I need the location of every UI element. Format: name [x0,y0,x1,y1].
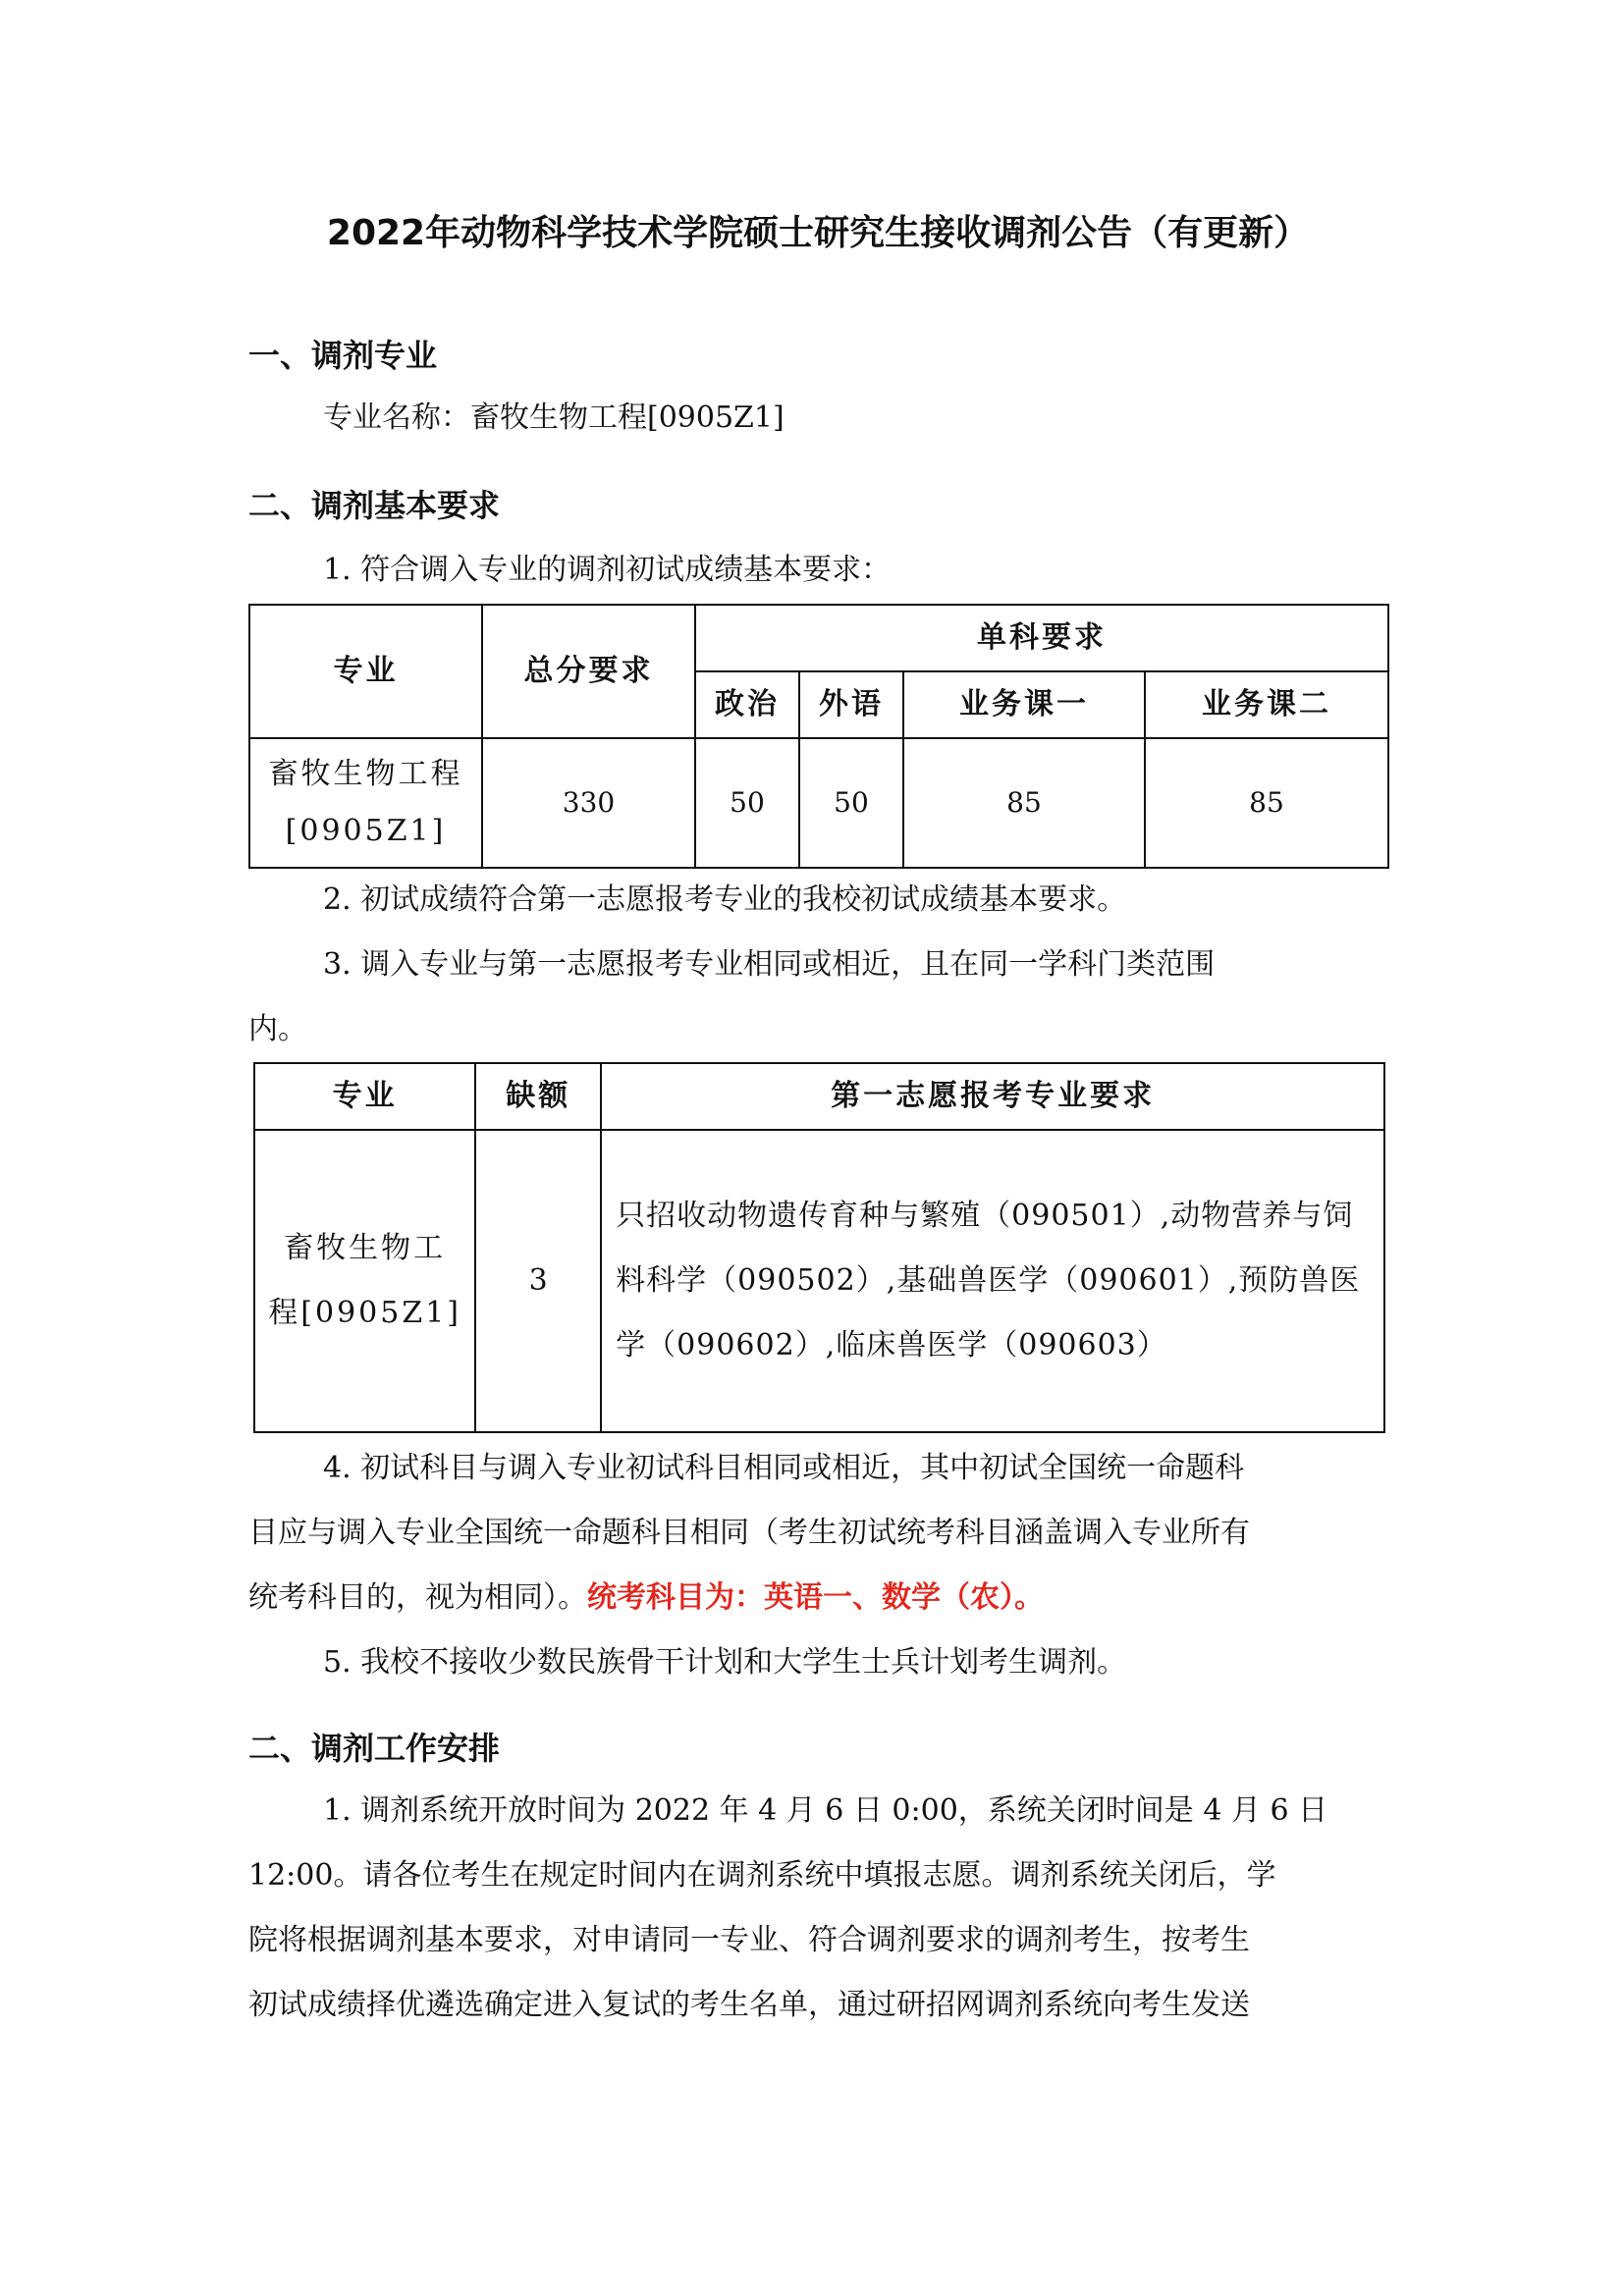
cell-major [249,738,482,868]
arrangement-item-1-line4: 初试成绩择优遴选确定进入复试的考生名单，通过研招网调剂系统向考生发送 [248,1988,1250,2022]
section-heading-majors: 一、调剂专业 [248,337,438,374]
header-politics: 政治 [695,671,799,738]
header-total: 总分要求 [482,605,695,738]
header-major: 专业 [254,1063,475,1130]
header-course-1: 业务课一 [903,671,1145,738]
cell-major-line1: 畜牧生物工程 [268,757,463,791]
requirement-item-4-line3 [248,1566,1387,1630]
cell-major-line2: 程[0905Z1] [268,1296,461,1330]
cell-requirement-line1: 只招收动物遗传育种与繁殖（090501）,动物营养与饲 [616,1199,1354,1233]
table-row [249,738,1388,868]
major-name-line: 专业名称：畜牧生物工程[0905Z1] [323,400,785,435]
requirement-item-4-text: 统考科目的，视为相同）。 [248,1580,587,1615]
requirement-item-4-line1: 4. 初试科目与调入专业初试科目相同或相近，其中初试全国统一命题科 [323,1451,1245,1485]
requirement-item-5: 5. 我校不接收少数民族骨干计划和大学生士兵计划考生调剂。 [323,1645,1127,1680]
cell-major-line1: 畜牧生物工 [284,1231,447,1265]
page-title: 2022年动物科学技术学院硕士研究生接收调剂公告（有更新） [326,213,1310,253]
cell-course-2: 85 [1145,738,1388,868]
header-foreign-language: 外语 [799,671,903,738]
requirement-item-3-line1: 3. 调入专业与第一志愿报考专业相同或相近，且在同一学科门类范围 [323,947,1216,982]
header-first-choice-requirement: 第一志愿报考专业要求 [601,1063,1384,1130]
exam-subjects-highlight: 统考科目为：英语一、数学（农）。 [587,1580,1044,1615]
cell-politics: 50 [695,738,799,868]
cell-total: 330 [482,738,695,868]
arrangement-item-1-line1: 1. 调剂系统开放时间为 2022 年 4 月 6 日 0:00，系统关闭时间是 4 月 6 日 [323,1793,1328,1828]
cell-major [254,1130,475,1432]
arrangement-item-1-line2: 12:00。请各位考生在规定时间内在调剂系统中填报志愿。调剂系统关闭后，学 [248,1858,1276,1893]
score-requirements-table [248,604,1389,869]
section-heading-arrangement: 二、调剂工作安排 [248,1730,501,1767]
cell-requirement-line3: 学（090602）,临床兽医学（090603） [616,1328,1167,1362]
header-major: 专业 [249,605,482,738]
requirement-item-3-line2: 内。 [248,1012,307,1046]
first-choice-requirements-table [253,1062,1385,1433]
requirement-item-1: 1. 符合调入专业的调剂初试成绩基本要求： [323,553,892,587]
cell-major-line2: [0905Z1] [285,814,447,848]
cell-requirement-line2: 料科学（090502）,基础兽医学（090601）,预防兽医 [616,1263,1361,1298]
requirement-item-2: 2. 初试成绩符合第一志愿报考专业的我校初试成绩基本要求。 [323,882,1127,917]
table-row [254,1130,1384,1432]
requirement-item-4-line2: 目应与调入专业全国统一命题科目相同（考生初试统考科目涵盖调入专业所有 [248,1516,1250,1550]
section-heading-requirements: 二、调剂基本要求 [248,487,501,524]
header-single-subject: 单科要求 [695,605,1388,671]
cell-foreign-language: 50 [799,738,903,868]
header-course-2: 业务课二 [1145,671,1388,738]
cell-course-1: 85 [903,738,1145,868]
arrangement-item-1-line3: 院将根据调剂基本要求，对申请同一专业、符合调剂要求的调剂考生，按考生 [248,1923,1250,1957]
cell-vacancy: 3 [475,1130,601,1432]
header-vacancy: 缺额 [475,1063,601,1130]
cell-requirement [601,1130,1384,1432]
